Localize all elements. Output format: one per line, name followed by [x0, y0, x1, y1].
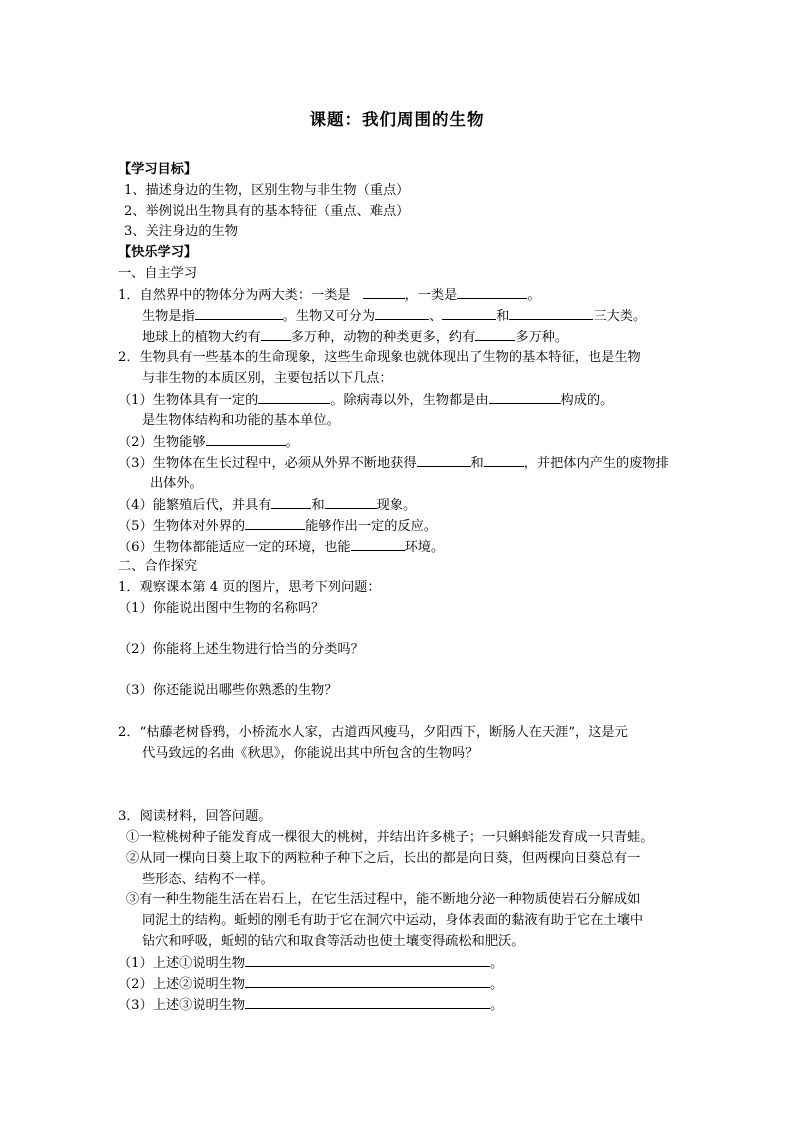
blank[interactable] — [363, 285, 405, 299]
question-2-item-5: （5）生物体对外界的 能够作出一定的反应。 — [118, 516, 437, 536]
blank[interactable] — [261, 327, 291, 341]
coop-question-1a: （1）你能说出图中生物的名称吗？ — [118, 601, 325, 616]
material-3-line-1: ③有一种生物能生活在岩石上，在它生活过程中，能不断地分泌一种物质使岩石分解成如 — [126, 892, 641, 907]
question-1-line-1: 1．自然界中的物体分为两大类：一类是 ，一类是 。 — [118, 285, 541, 305]
blank[interactable] — [457, 285, 527, 299]
question-1-line-3: 地球上的植物大约有 多万种，动物的种类更多，约有 多万种。 — [142, 327, 568, 347]
answer-1: （1）上述①说明生物 。 — [118, 953, 503, 973]
blank[interactable] — [442, 306, 496, 320]
question-2-item-1-cont: 是生物体结构和功能的基本单位。 — [142, 413, 340, 428]
material-1: ①一粒桃树种子能发育成一棵很大的桃树，并结出许多桃子；一只蝌蚪能发育成一只青蛙。 — [126, 830, 654, 845]
coop-question-2-line-1: 2．“枯藤老树昏鸦，小桥流水人家，古道西风瘦马，夕阳西下，断肠人在天涯”，这是元 — [118, 725, 628, 740]
question-2-item-6: （6）生物体都能适应一定的环境，也能 环境。 — [118, 537, 444, 557]
blank[interactable] — [375, 306, 429, 320]
coop-question-2-line-2: 代马致远的名曲《秋思》，你能说出其中所包含的生物吗？ — [142, 746, 479, 761]
page-title: 课题：我们周围的生物 — [309, 110, 485, 129]
blank[interactable] — [271, 495, 311, 509]
blank[interactable] — [325, 495, 377, 509]
blank[interactable] — [245, 516, 305, 530]
coop-header: 二、合作探究 — [118, 559, 198, 574]
coop-question-1: 1．观察课本第 4 页的图片，思考下列问题： — [118, 580, 381, 595]
material-2-line-1: ②从同一棵向日葵上取下的两粒种子种下之后，长出的都是向日葵，但两棵向日葵总有一 — [126, 851, 641, 866]
answer-3: （3）上述③说明生物 。 — [118, 995, 503, 1015]
answer-blank[interactable] — [245, 953, 490, 967]
question-2-line-2: 与非生物的本质区别，主要包括以下几点： — [142, 371, 393, 386]
coop-question-1c: （3）你还能说出哪些你熟悉的生物？ — [118, 683, 338, 698]
blank[interactable] — [489, 390, 561, 404]
question-2-item-3: （3）生物体在生长过程中，必须从外界不断地获得 和 ，并把体内产生的废物排 — [118, 453, 669, 473]
objective-item: 2、举例说出生物具有的基本特征（重点、难点） — [124, 204, 410, 219]
material-2-line-2: 些形态、结构不一样。 — [142, 872, 274, 887]
blank[interactable] — [475, 327, 515, 341]
answer-blank[interactable] — [245, 995, 490, 1009]
answer-2: （2）上述②说明生物 。 — [118, 974, 503, 994]
blank[interactable] — [484, 453, 524, 467]
answer-blank[interactable] — [245, 974, 490, 988]
self-study-header: 一、自主学习 — [118, 266, 198, 281]
question-2-line-1: 2．生物具有一些基本的生命现象，这些生命现象也就体现出了生物的基本特征，也是生物 — [118, 350, 641, 365]
question-2-item-1: （1）生物体具有一定的 。除病毒以外，生物都是由 构成的。 — [118, 390, 613, 410]
material-3-line-3: 钻穴和呼吸，蚯蚓的钻穴和取食等活动也使土壤变得疏松和肥沃。 — [142, 934, 525, 949]
blank[interactable] — [417, 453, 471, 467]
question-2-item-4: （4）能繁殖后代，并具有 和 现象。 — [118, 495, 416, 515]
blank[interactable] — [195, 306, 283, 320]
blank[interactable] — [509, 306, 593, 320]
objective-item: 1、描述身边的生物，区别生物与非生物（重点） — [124, 183, 410, 198]
happy-learning-header: 【快乐学习】 — [118, 245, 198, 260]
objective-item: 3、关注身边的生物 — [124, 224, 238, 239]
blank[interactable] — [351, 537, 405, 551]
blank[interactable] — [258, 390, 330, 404]
material-3-line-2: 同泥土的结构。蚯蚓的刚毛有助于它在洞穴中运动，身体表面的黏液有助于它在土壤中 — [142, 913, 644, 928]
blank[interactable] — [206, 432, 286, 446]
question-2-item-2: （2）生物能够 。 — [118, 432, 299, 452]
coop-question-3: 3．阅读材料，回答问题。 — [118, 809, 272, 824]
question-1-line-2: 生物是指 。生物又可分为 、 和 三大类。 — [142, 306, 646, 326]
question-2-item-3-cont: 出体外。 — [150, 476, 203, 491]
objectives-header: 【学习目标】 — [118, 162, 198, 177]
coop-question-1b: （2）你能将上述生物进行恰当的分类吗？ — [118, 642, 364, 657]
